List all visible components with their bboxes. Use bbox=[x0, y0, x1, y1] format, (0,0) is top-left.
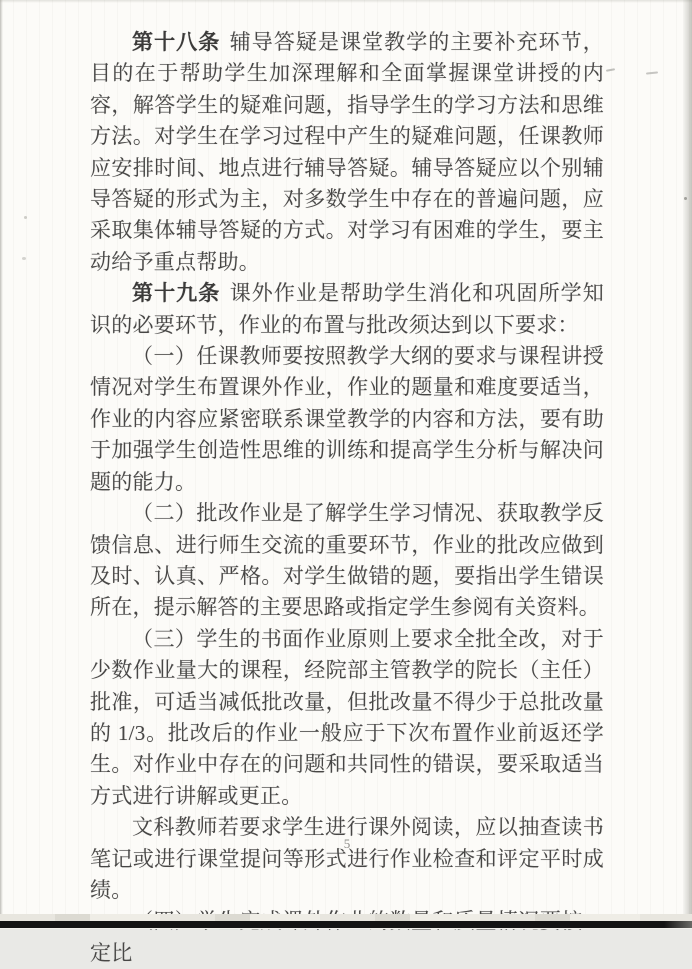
scan-paper-edge-shadow bbox=[0, 914, 692, 921]
scan-artifact-dash bbox=[646, 71, 658, 74]
paragraph-text: （二）批改作业是了解学生学习情况、获取教学反馈信息、进行师生交流的重要环节，作业的批改应做到及时、认真、严格。对学生做错的题，要指出学生错误所在，提示解答的主要思路或指定学生参阅有关资料。 bbox=[90, 501, 604, 620]
scan-edge-left bbox=[0, 0, 3, 929]
paragraph-text: 定比 bbox=[90, 940, 133, 965]
paragraph-article-18 bbox=[90, 27, 604, 278]
paragraph-text: （三）学生的书面作业原则上要求全批全改，对于少数作业量大的课程，经院部主管教学的院长（主任）批准，可适当减低批改量，但批改量不得少于总批改量的 1/3。批改后的作业一般应于下次布置作业前返还学生。对作业中存在的问题和共同性的错误，要采取适当方式进行讲解或更正。 bbox=[90, 626, 604, 808]
paragraph-text: （一）任课教师要按照教学大纲的要求与课程讲授情况对学生布置课外作业，作业的题量和难度要适当，作业的内容应紧密联系课堂教学的内容和方法，要有助于加强学生创造性思维的训练和提高学生分析与解决问题的能力。 bbox=[90, 344, 604, 494]
scan-bottom-bar bbox=[0, 921, 692, 928]
paragraph-article-19 bbox=[90, 278, 604, 341]
paragraph-liberal-arts-note bbox=[90, 812, 604, 906]
scan-edge-right bbox=[683, 0, 692, 929]
document-body bbox=[90, 27, 604, 969]
scan-bottom-sliver bbox=[0, 928, 692, 929]
scan-artifact-speck bbox=[24, 216, 27, 219]
scan-edge-top bbox=[0, 0, 692, 3]
article-18-label: 第十八条 bbox=[132, 30, 221, 54]
scan-artifact-dash bbox=[606, 68, 615, 72]
page-number: 5 bbox=[343, 836, 351, 851]
paragraph-text: 文科教师若要求学生进行课外阅读，应以抽查读书笔记或进行课堂提问等形式进行作业检查和评定平时成绩。 bbox=[90, 815, 604, 902]
article-19-label: 第十九条 bbox=[132, 281, 221, 306]
paragraph-item-1 bbox=[90, 341, 604, 498]
paragraph-item-2 bbox=[90, 498, 604, 624]
scan-artifact-speck bbox=[22, 257, 26, 260]
paragraph-text: 辅导答疑是课堂教学的主要补充环节，目的在于帮助学生加深理解和全面掌握课堂讲授的内容，解答学生的疑难问题，指导学生的学习方法和思维方法。对学生在学习过程中产生的疑难问题，任课教师应安排时间、地点进行辅导答疑。辅导答疑应以个别辅导答疑的形式为主，对多数学生中存在的普遍问题，应采取集体辅导答疑的方式。对学习有困难的学生，要主动给予重点帮助。 bbox=[90, 30, 605, 274]
paragraph-text: 课外作业是帮助学生消化和巩固所学知识的必要环节，作业的布置与批改须达到以下要求： bbox=[90, 281, 605, 337]
paragraph-item-3 bbox=[90, 624, 604, 812]
